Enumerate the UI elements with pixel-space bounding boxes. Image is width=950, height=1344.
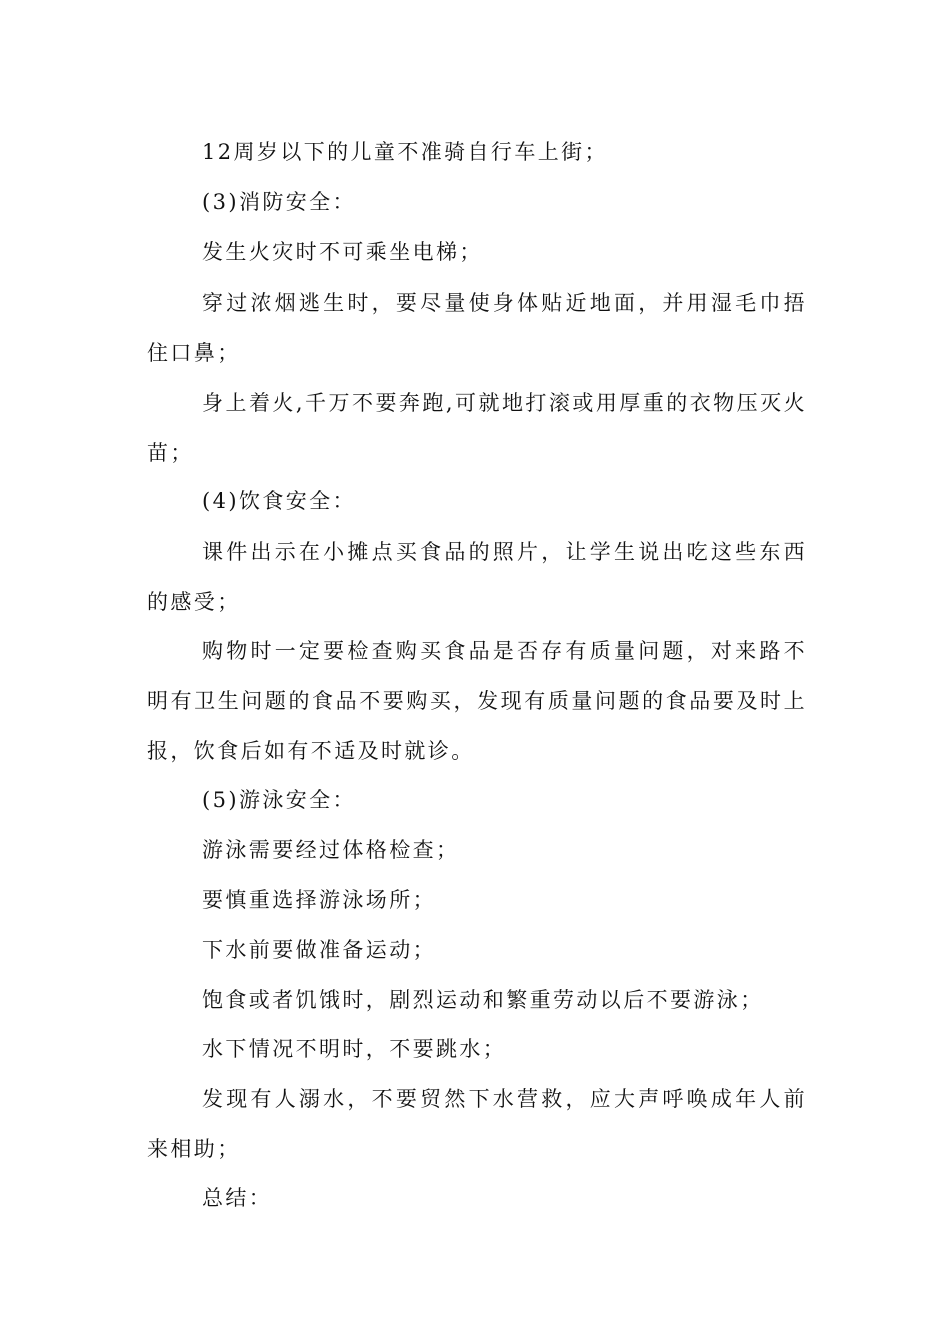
heading-food-safety: (4)饮食安全： — [202, 489, 356, 513]
paragraph-no-swim-after-meal: 饱食或者饥饿时，剧烈运动和繁重劳动以后不要游泳； — [202, 988, 764, 1012]
paragraph-smoke-escape: 穿过浓烟逃生时，要尽量使身体贴近地面，并用湿毛巾捂住口鼻； — [147, 291, 807, 365]
paragraph-no-elevator: 发生火灾时不可乘坐电梯； — [202, 240, 483, 264]
paragraph-physical-exam: 游泳需要经过体格检查； — [202, 838, 460, 862]
heading-summary: 总结： — [202, 1186, 273, 1210]
paragraph-drowning-rescue: 发现有人溺水，不要贸然下水营救，应大声呼唤成年人前来相助； — [147, 1087, 807, 1161]
paragraph-food-quality-check: 购物时一定要检查购买食品是否存有质量问题，对来路不明有卫生问题的食品不要购买，发现有质量问题的食品要及时上报，饮食后如有不适及时就诊。 — [147, 639, 807, 763]
paragraph-choose-venue: 要慎重选择游泳场所； — [202, 888, 436, 912]
heading-fire-safety: (3)消防安全： — [202, 190, 356, 214]
heading-swimming-safety: (5)游泳安全： — [202, 788, 356, 812]
paragraph-no-diving: 水下情况不明时，不要跳水； — [202, 1037, 507, 1061]
paragraph-street-food-photos: 课件出示在小摊点买食品的照片，让学生说出吃这些东西的感受； — [147, 540, 807, 614]
paragraph-bicycle-rule: 12周岁以下的儿童不准骑自行车上街； — [202, 140, 608, 164]
paragraph-warm-up: 下水前要做准备运动； — [202, 938, 436, 962]
paragraph-clothes-on-fire: 身上着火,千万不要奔跑,可就地打滚或用厚重的衣物压灭火苗； — [147, 391, 807, 465]
